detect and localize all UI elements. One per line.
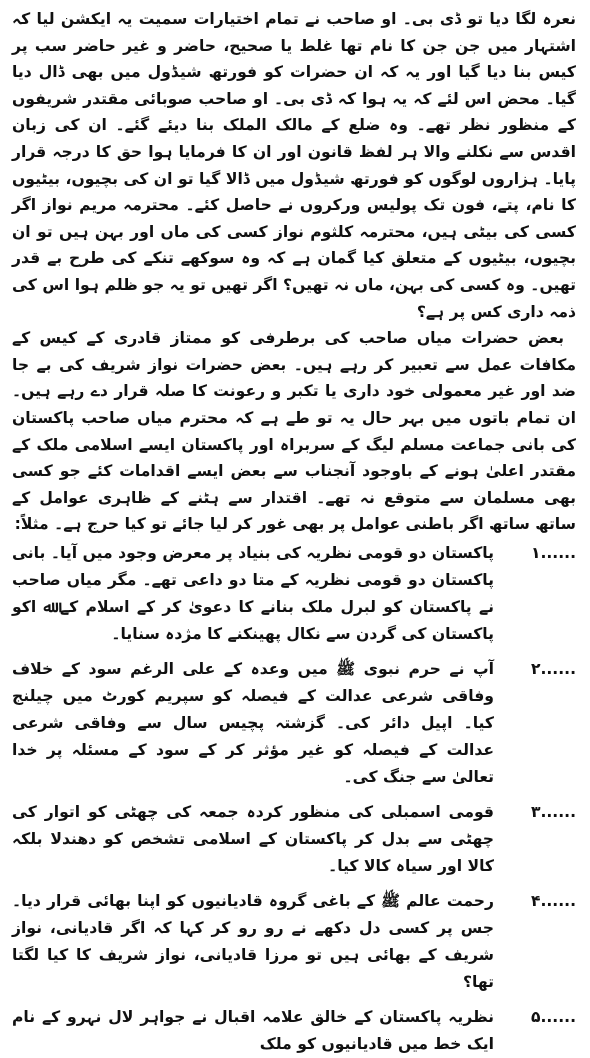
list-item-number: ۲...... <box>530 659 576 678</box>
list-item-number: ۱...... <box>530 543 576 562</box>
list-item <box>12 540 576 648</box>
list-item-text: نظریہ پاکستان کے خالق علامہ اقبال نے جواہر لال نہرو کے نام ایک خط میں قادیانیوں کو ملک <box>12 1007 494 1053</box>
numbered-list <box>12 540 576 1058</box>
list-item <box>12 888 576 996</box>
list-item-text: رحمت عالم ﷺ کے باغی گروہ قادیانیوں کو اپنا بھائی قرار دیا۔ جس پر کسی دل دکھے نے رو رو کر کہا کہ اگر قادیانی، نواز شریف کے بھائی ہیں تو مرزا قادیانی، نواز شریف کا کیا لگتا تھا؟ <box>12 891 494 991</box>
list-item <box>12 1004 576 1058</box>
list-item-number: ۳...... <box>530 802 576 821</box>
list-item <box>12 799 576 880</box>
list-item <box>12 656 576 791</box>
body-paragraph: بعض حضرات میاں صاحب کی برطرفی کو ممتاز قادری کے کیس کے مکافات عمل سے تعبیر کر رہے ہیں۔ بعض حضرات نواز شریف کی بے جا ضد اور غیر معمولی خود داری یا تکبر و رعونت کا صلہ قرار دے رہے ہیں۔ ان تمام باتوں میں بہر حال یہ تو طے ہے کہ محترم میاں صاحب پاکستان کی بانی جماعت مسلم لیگ کے سربراہ اور پاکستان ایسے اسلامی ملک کے مقتدر اعلیٰ ہونے کے باوجود آنجناب سے بعض ایسے اقدامات کئے جو کسی بھی مسلمان سے متوقع نہ تھے۔ اقتدار سے ہٹنے کے ظاہری عوامل کے ساتھ ساتھ اگر باطنی عوامل پر بھی غور کر لیا جائے تو کیا حرج ہے۔ مثلاً: <box>12 329 576 534</box>
body-paragraph: نعرہ لگا دیا تو ڈی بی۔ او صاحب نے تمام اختیارات سمیت یہ ایکشن لیا کہ اشتہار میں جن جن کا نام تھا غلط یا صحیح، حاضر و غیر حاضر سب پر کیس بنا دیا گیا اور یہ کہ ان حضرات کو فورتھ شیڈول میں بھی ڈال دیا گیا۔ محض اس لئے کہ یہ ہوا کہ ڈی بی۔ او صاحب صوبائی مقتدر شریفوں کے منظور نظر تھے۔ وہ ضلع کے مالک الملک بنا دیئے گئے۔ ان کی زبان اقدس سے نکلنے والا ہر لفظ قانون اور ان کا فرمایا ہوا حق کا درجہ قرار پایا۔ ہزاروں لوگوں کو فورتھ شیڈول میں ڈالا گیا تو ان کی بچیوں، بیٹیوں کا نام، پتے، فون تک پولیس ورکروں نے حاصل کئے۔ محترمہ مریم نواز اگر کسی کی بیٹی ہیں، محترمہ کلثوم نواز کسی کی ماں اور بہن ہیں تو ان بچیوں، بیٹیوں کے متعلق کیا گمان ہے کہ وہ سوکھے تنکے کی طرح بے قدر تھیں۔ وہ کسی کی بہن، ماں نہ تھیں؟ اگر تھیں تو یہ جو ظلم ہوا اس کی ذمہ داری کس پر ہے؟ <box>12 10 576 321</box>
list-item-text: قومی اسمبلی کی منظور کردہ جمعہ کی چھٹی کو اتوار کی چھٹی سے بدل کر پاکستان کے اسلامی تشخص کو دھندلا بلکہ کالا اور سیاہ کالا کیا۔ <box>12 802 494 875</box>
list-item-text: پاکستان دو قومی نظریہ کی بنیاد پر معرض وجود میں آیا۔ بانی پاکستان دو قومی نظریہ کے متا دو داعی تھے۔ مگر میاں صاحب نے پاکستان کو لبرل ملک بنانے کا دعویٰ کر کے اسلام کے ﷲ اکو پاکستان کی گردن سے نکال پھینکنے کا مژدہ سنایا۔ <box>12 543 494 643</box>
list-item-number: ۵...... <box>530 1007 576 1026</box>
list-item-number: ۴...... <box>530 891 576 910</box>
list-item-text: آپ نے حرم نبوی ﷺ میں وعدہ کے علی الرغم سود کے خلاف وفاقی شرعی عدالت کے فیصلہ کو سپریم کورٹ میں چیلنج کیا۔ اپیل دائر کی۔ گزشتہ پچیس سال سے وفاقی شرعی عدالت کے فیصلہ کو غیر مؤثر کر کے سود کے مسئلہ پر خدا تعالیٰ سے جنگ کی۔ <box>12 659 494 786</box>
